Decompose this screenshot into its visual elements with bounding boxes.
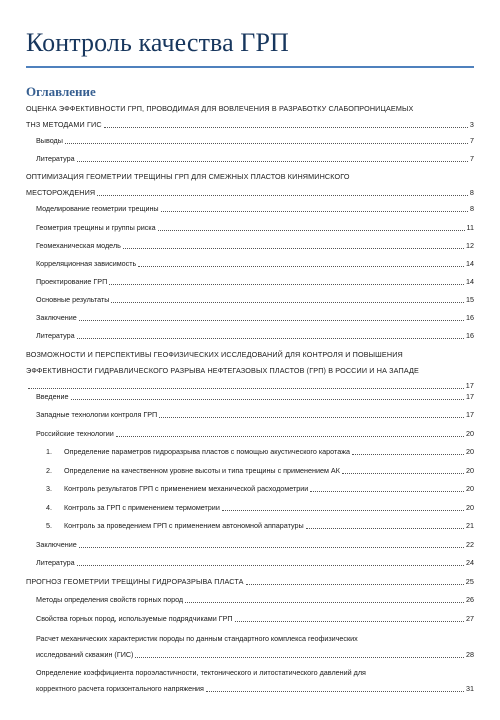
toc-page-number: 8 xyxy=(470,204,474,213)
toc-entry-line xyxy=(26,574,474,589)
toc-entry-text: Геометрия трещины и группы риска xyxy=(36,223,156,232)
toc-page-number: 15 xyxy=(466,295,474,304)
toc-dot-leader xyxy=(135,657,464,658)
toc-entry-line xyxy=(36,310,474,325)
toc-entry-text: ЭФФЕКТИВНОСТИ ГИДРАВЛИЧЕСКОГО РАЗРЫВА НЕФТЕГАЗОВЫХ ПЛАСТОВ (ГРП) В РОССИИ И НА ЗАПАДЕ xyxy=(26,365,419,375)
toc-page-number: 11 xyxy=(466,223,474,232)
toc-entry-text: Заключение xyxy=(36,540,77,549)
toc-entry-text: Определение параметров гидроразрыва пластов с помощью акустического каротажа xyxy=(64,447,351,456)
toc-page-number: 20 xyxy=(466,429,474,438)
toc-entry-text: МЕСТОРОЖДЕНИЯ xyxy=(26,187,96,197)
toc-entry-text: ВОЗМОЖНОСТИ И ПЕРСПЕКТИВЫ ГЕОФИЗИЧЕСКИХ ИССЛЕДОВАНИЙ ДЛЯ КОНТРОЛЯ И ПОВЫШЕНИЯ xyxy=(26,350,403,359)
toc-entry-text: Контроль за проведением ГРП с применением автономной аппаратуры xyxy=(64,521,304,530)
toc-page-number: 17 xyxy=(465,381,474,390)
toc-entry-text: Корреляционная зависимость xyxy=(36,259,137,268)
toc-entry-text: Литература xyxy=(36,154,75,163)
toc-entry-text: ОПТИМИЗАЦИЯ ГЕОМЕТРИИ ТРЕЩИНЫ ГРП ДЛЯ СМЕЖНЫХ ПЛАСТОВ КИНЯМИНСКОГО xyxy=(26,172,350,181)
toc-entry-text: ТНЗ МЕТОДАМИ ГИС xyxy=(26,119,102,129)
toc-entry-number: 1. xyxy=(46,447,52,456)
toc-entry-text: Российские технологии xyxy=(36,429,114,438)
toc-dot-leader xyxy=(79,547,464,548)
toc-page-number: 28 xyxy=(466,649,474,659)
toc-entry-line xyxy=(36,274,474,289)
toc-dot-leader xyxy=(77,161,468,162)
toc-entry-number: 3. xyxy=(46,484,52,493)
toc-dot-leader xyxy=(185,602,464,603)
toc-entry-text: Определение на качественном уровне высоты и типа трещины с применением АК xyxy=(64,466,340,475)
toc-entry-text: Литература xyxy=(36,331,75,340)
toc-entry-text: Выводы xyxy=(36,136,63,145)
toc-dot-leader xyxy=(246,584,464,585)
toc-entry-line xyxy=(64,481,474,496)
toc-entry-text: Определение коэффициента пороэластичности, тектонического и литостатического давлений для xyxy=(36,668,366,677)
toc-dot-leader xyxy=(65,143,468,144)
toc-page-number: 8 xyxy=(469,187,474,197)
toc-page-number: 14 xyxy=(466,259,474,268)
toc-entry-number: 2. xyxy=(46,466,52,475)
toc-dot-leader xyxy=(79,320,464,321)
toc-entry-text: Расчет механических характеристик породы по данным стандартного комплекса геофизических xyxy=(36,634,358,643)
toc-entry-text: Методы определения свойств горных пород xyxy=(36,595,184,604)
toc-entry-text: ПРОГНОЗ ГЕОМЕТРИИ ТРЕЩИНЫ ГИДРОРАЗРЫВА ПЛАСТА xyxy=(26,577,244,586)
toc-page-number: 24 xyxy=(466,558,474,567)
toc-entry-line xyxy=(36,647,474,662)
toc-page-number: 27 xyxy=(466,614,474,623)
toc-entry-line xyxy=(36,611,474,626)
toc-entry-line xyxy=(36,555,474,570)
toc-page-number: 7 xyxy=(470,154,474,163)
toc-dot-leader xyxy=(159,417,464,418)
toc-dot-leader xyxy=(97,195,468,196)
toc-entry-text: корректного расчета горизонтального напряжения xyxy=(36,683,204,693)
toc-dot-leader xyxy=(352,454,464,455)
toc-page-number: 20 xyxy=(466,447,474,456)
toc-entry-line xyxy=(36,133,474,148)
toc-entry-text: Геомеханическая модель xyxy=(36,241,121,250)
toc-page-number: 20 xyxy=(466,466,474,475)
toc-dot-leader xyxy=(77,565,464,566)
toc-entry-line xyxy=(36,151,474,166)
toc-entry-line xyxy=(36,292,474,307)
toc-entry-text: Основные результаты xyxy=(36,295,110,304)
toc-entry-text: Контроль результатов ГРП с применением механической расходометрии xyxy=(64,484,309,493)
toc-entry-line xyxy=(36,328,474,343)
toc-dot-leader xyxy=(310,491,464,492)
toc-dot-leader xyxy=(161,211,468,212)
toc-entry-text: ОЦЕНКА ЭФФЕКТИВНОСТИ ГРП, ПРОВОДИМАЯ ДЛЯ ВОВЛЕЧЕНИЯ В РАЗРАБОТКУ СЛАБОПРОНИЦАЕМЫХ xyxy=(26,104,414,113)
toc-dot-leader xyxy=(111,302,464,303)
toc-dot-leader xyxy=(104,127,468,128)
toc-heading: Оглавление xyxy=(26,84,96,99)
toc-page-number: 16 xyxy=(466,331,474,340)
toc-entry-line xyxy=(64,444,474,459)
toc-page-number: 3 xyxy=(469,119,474,129)
toc-entry-text: Введение xyxy=(36,392,69,401)
toc-dot-leader xyxy=(123,248,464,249)
toc-page-number: 16 xyxy=(466,313,474,322)
toc-page-number: 17 xyxy=(466,410,474,419)
toc-entry-line xyxy=(36,681,474,696)
toc-entry-text: Заключение xyxy=(36,313,77,322)
toc-page-number: 7 xyxy=(470,136,474,145)
toc-entry-line xyxy=(64,500,474,515)
toc-entry-text: Контроль за ГРП с применением термометрии xyxy=(64,503,220,512)
toc-dot-leader xyxy=(77,338,464,339)
toc-dot-leader xyxy=(222,510,464,511)
toc-entry-number: 5. xyxy=(46,521,52,530)
toc-entry-number: 4. xyxy=(46,503,52,512)
toc-entry-line xyxy=(64,518,474,533)
toc-dot-leader xyxy=(206,691,464,692)
toc-page-number: 14 xyxy=(466,277,474,286)
toc-entry-line xyxy=(64,463,474,478)
toc-page-number: 20 xyxy=(466,484,474,493)
toc-dot-leader xyxy=(158,230,465,231)
toc-entry-line xyxy=(36,537,474,552)
toc-page-number: 26 xyxy=(466,595,474,604)
toc-dot-leader xyxy=(235,621,464,622)
toc-entry-line xyxy=(36,389,474,404)
toc-entry-line xyxy=(36,592,474,607)
toc-entry-line xyxy=(26,117,474,132)
toc-entry-text: Свойства горных пород, используемые подрядчиками ГРП xyxy=(36,614,233,623)
toc-entry-line xyxy=(36,407,474,422)
toc-page-number: 21 xyxy=(466,521,474,530)
toc-dot-leader xyxy=(116,436,464,437)
toc-dot-leader xyxy=(342,473,464,474)
toc-page-number: 22 xyxy=(466,540,474,549)
toc-dot-leader xyxy=(138,266,464,267)
toc-entry-text: Западные технологии контроля ГРП xyxy=(36,410,158,419)
toc-page-number: 20 xyxy=(466,503,474,512)
toc-entry-text: Моделирование геометрии трещины xyxy=(36,204,159,213)
toc-entry-line xyxy=(36,220,474,235)
toc-entry-line xyxy=(36,201,474,216)
toc-entry-line xyxy=(26,185,474,200)
document-title: Контроль качества ГРП xyxy=(26,28,289,57)
toc-dot-leader xyxy=(306,528,464,529)
toc-dot-leader xyxy=(71,399,464,400)
toc-entry-text: Литература xyxy=(36,558,75,567)
toc-page-number: 17 xyxy=(466,392,474,401)
toc-page-number: 31 xyxy=(466,683,474,693)
toc-page-number: 12 xyxy=(466,241,474,250)
toc-dot-leader xyxy=(109,284,464,285)
toc-entry-text: исследований скважин (ГИС) xyxy=(36,649,134,659)
toc-entry-line xyxy=(36,256,474,271)
toc-entry-line xyxy=(36,426,474,441)
toc-entry-text: Проектирование ГРП xyxy=(36,277,108,286)
toc-page-number: 25 xyxy=(465,577,474,586)
toc-entry-line xyxy=(36,238,474,253)
